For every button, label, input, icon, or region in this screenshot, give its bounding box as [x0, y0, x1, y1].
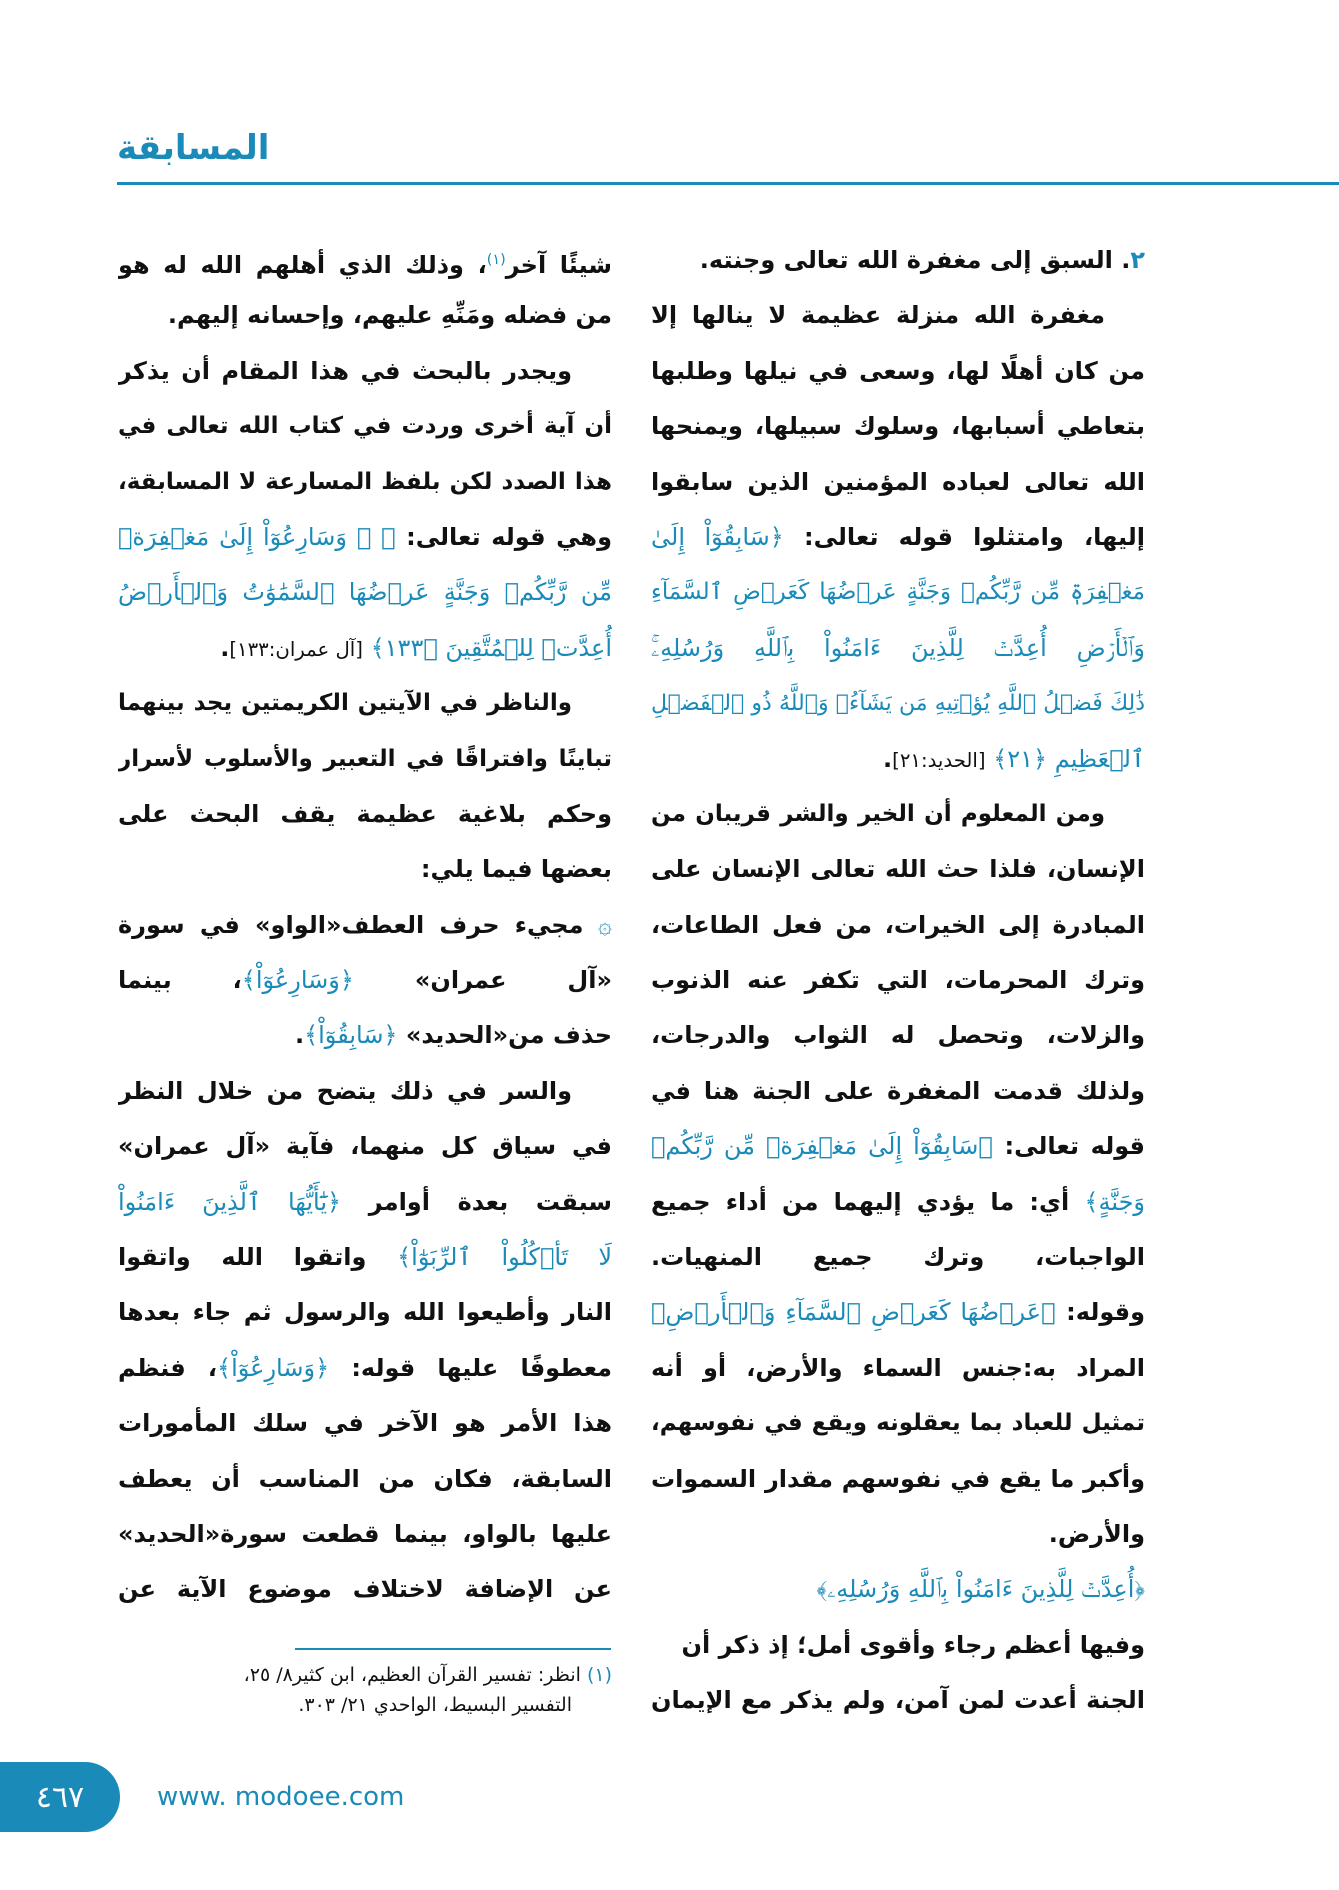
quran-verse: أُعِدَّتۡ لِلۡمُتَّقِينَ ﴿١٣٣﴾: [362, 633, 612, 662]
page-number: ٤٦٧: [35, 1779, 85, 1815]
text-line: [651, 565, 1145, 620]
text-line: [651, 1396, 1145, 1451]
section-number: ٢: [1130, 246, 1145, 274]
text-segment: ومن المعلوم أن الخير والشر قريبان من: [651, 800, 1105, 827]
text-segment: عن الإضافة لاختلاف موضوع الآية عن: [118, 1575, 612, 1604]
text-segment: من فضله ومَنِّهِ عليهم، وإحسانه إليهم.: [167, 301, 612, 330]
text-line: [118, 455, 612, 510]
text-line: [651, 455, 1145, 510]
text-line: [118, 1452, 612, 1507]
text-segment: أي: ما يؤدي إليهما من أداء جميع: [651, 1187, 1085, 1216]
quran-verse: لَا تَأۡكُلُواْ ٱلرِّبَوٰٓاْ﴾: [397, 1243, 612, 1272]
text-line: [651, 1064, 1145, 1119]
text-line: [118, 1396, 612, 1451]
text-segment: عليها بالواو، بينما قطعت سورة«الحديد»: [118, 1519, 612, 1548]
text-segment: وفيها أعظم رجاء وأقوى أمل؛ إذ ذكر أن: [681, 1630, 1145, 1659]
text-line: [651, 510, 1145, 565]
text-line: [651, 787, 1145, 842]
text-segment: .: [883, 744, 893, 773]
text-line: [651, 1618, 1145, 1673]
footnote-number: (١): [586, 1664, 612, 1686]
text-line: [651, 344, 1145, 399]
text-segment: وقوله:: [1055, 1298, 1145, 1327]
text-line: [118, 787, 612, 842]
text-line: [651, 399, 1145, 454]
text-segment: والزلات، وتحصل له الثواب والدرجات،: [651, 1021, 1145, 1050]
text-line: [651, 1673, 1145, 1728]
text-line: [118, 1285, 612, 1340]
text-segment: مجيء حرف العطف«الواو» في سورة: [118, 910, 584, 939]
text-line: [118, 1119, 612, 1174]
text-line: [651, 1562, 1145, 1617]
text-line: [118, 1008, 612, 1063]
quran-verse: ذَٰلِكَ فَضۡلُ ٱللَّهِ يُؤۡتِيهِ مَن يَشَآءُۚ وَٱللَّهُ ذُو ٱلۡفَضۡلِ: [651, 691, 1145, 717]
text-line: [118, 1507, 612, 1562]
text-segment: .: [294, 1021, 305, 1050]
text-line: [118, 510, 612, 565]
text-line: [118, 676, 612, 731]
text-line: [118, 732, 612, 787]
text-segment: في سياق كل منهما، فآية «آل عمران»: [118, 1132, 612, 1161]
text-segment: . السبق إلى مغفرة الله تعالى وجنته.: [699, 246, 1131, 274]
footnote-line-1: [118, 1660, 612, 1690]
text-segment: سبقت بعدة أوامر: [341, 1187, 612, 1216]
verse-reference: [الحديد:٢١]: [892, 748, 986, 772]
quran-verse: ۞: [583, 910, 612, 939]
text-line: [651, 953, 1145, 1008]
text-segment: معطوفًا عليها قوله:: [329, 1353, 612, 1382]
quran-verse: ٱلۡعَظِيمِ ﴿٢١﴾: [985, 744, 1145, 773]
text-segment: السابقة، فكان من المناسب أن يعطف: [118, 1464, 612, 1493]
text-line: [651, 898, 1145, 953]
text-segment: والأرض.: [1048, 1519, 1145, 1548]
text-line: [651, 1175, 1145, 1230]
quran-verse: ﴿وَسَارِعُوٓاْ﴾: [217, 1353, 330, 1382]
footnote-divider: [295, 1648, 611, 1650]
text-line: [651, 1452, 1145, 1507]
text-line: [118, 953, 612, 1008]
text-line: [118, 1341, 612, 1396]
verse-reference: [آل عمران:١٣٣]: [229, 637, 363, 661]
text-line: [651, 1119, 1145, 1174]
text-segment: بعضها فيما يلي:: [420, 855, 612, 884]
text-segment: والناظر في الآيتين الكريمتين يجد بينهما: [118, 690, 572, 717]
text-segment: هذا الصدد لكن بلفظ المسارعة لا المسابقة،: [118, 468, 612, 495]
text-line: [118, 1562, 612, 1617]
quran-verse: وَٱلۡأَرۡضِ أُعِدَّتۡ لِلَّذِينَ ءَامَنُواْ بِٱللَّهِ وَرُسُلِهِۦۚ: [651, 633, 1145, 662]
quran-verse: ﴿أُعِدَّتۡ لِلَّذِينَ ءَامَنُواْ بِٱللَّهِ وَرُسُلِهِۦ﴾: [816, 1575, 1145, 1604]
text-line: [118, 842, 612, 897]
text-line: [651, 233, 1145, 288]
text-segment: تمثيل للعباد بما يعقلونه ويقع في نفوسهم،: [651, 1410, 1145, 1437]
text-line: [118, 288, 612, 343]
text-line: [651, 732, 1145, 787]
footnote-text: انظر: تفسير القرآن العظيم، ابن كثير٨/ ٢٥،: [243, 1664, 581, 1686]
text-segment: وحكم بلاغية عظيمة يقف البحث على: [118, 799, 612, 828]
text-line: [651, 842, 1145, 897]
quran-verse: ﴿عَرۡضُهَا كَعَرۡضِ ٱلسَّمَآءِ وَٱلۡأَرۡضِ﴾: [651, 1298, 1056, 1327]
text-segment: «آل عمران»: [353, 966, 612, 995]
text-line: [118, 1230, 612, 1285]
text-segment: مغفرة الله منزلة عظيمة لا ينالها إلا: [651, 301, 1105, 330]
text-segment: من كان أهلًا لها، وسعى في نيلها وطلبها: [651, 356, 1145, 385]
text-segment: الواجبات، وترك جميع المنهيات.: [651, 1243, 1145, 1272]
text-segment: وأكبر ما يقع في نفوسهم مقدار السموات: [651, 1464, 1145, 1493]
text-line: [118, 399, 612, 454]
text-segment: المبادرة إلى الخيرات، من فعل الطاعات،: [651, 910, 1145, 939]
text-segment: والسر في ذلك يتضح من خلال النظر: [118, 1076, 572, 1105]
text-line: [651, 288, 1145, 343]
text-segment: واتقوا الله واتقوا: [118, 1243, 398, 1272]
text-segment: ، فنظم: [118, 1353, 218, 1382]
quran-verse: مَغۡفِرَةٖ مِّن رَّبِّكُمۡ وَجَنَّةٍ عَرۡضُهَا كَعَرۡضِ ٱلسَّمَآءِ: [651, 579, 1145, 606]
text-line: [651, 621, 1145, 676]
quran-verse: وَجَنَّةٍ﴾: [1084, 1187, 1145, 1216]
text-segment: وهي قوله تعالى:: [395, 522, 612, 551]
website-link[interactable]: www. modoee.com: [157, 1782, 405, 1812]
quran-verse: ﴿وَسَارِعُوٓاْ﴾: [241, 966, 354, 995]
text-line: [118, 621, 612, 676]
header-divider: [117, 182, 1339, 185]
text-segment: ، وذلك الذي أهلهم الله له هو: [118, 251, 487, 279]
quran-verse: ﴿يَٰٓأَيُّهَا ٱلَّذِينَ ءَامَنُواْ: [118, 1187, 342, 1216]
left-text-column: [118, 233, 612, 1618]
text-line: [651, 1230, 1145, 1285]
text-segment: الله تعالى لعباده المؤمنين الذين سابقوا: [651, 467, 1145, 496]
text-line: [118, 1064, 612, 1119]
text-line: [118, 898, 612, 953]
text-segment: وترك المحرمات، التي تكفر عنه الذنوب: [651, 966, 1145, 995]
quran-verse: ﴿سَابِقُوٓاْ إِلَىٰ: [651, 522, 784, 551]
quran-verse: مِّن رَّبِّكُمۡ وَجَنَّةٍ عَرۡضُهَا ٱلسَّمَٰوَٰتُ وَٱلۡأَرۡضُ: [118, 578, 612, 607]
right-text-column: [651, 233, 1145, 1729]
quran-verse: ﴿سَابِقُوٓاْ إِلَىٰ مَغۡفِرَةٖ مِّن رَّبِّكُمۡ: [651, 1132, 993, 1161]
quran-verse: ﴿ ۞ وَسَارِعُوٓاْ إِلَىٰ مَغۡفِرَةٖ: [118, 522, 396, 551]
quran-verse: ﴿سَابِقُوٓاْ﴾: [304, 1021, 398, 1050]
text-segment: ويجدر بالبحث في هذا المقام أن يذكر: [118, 356, 572, 385]
text-segment: الإنسان، فلذا حث الله تعالى الإنسان على: [651, 855, 1145, 884]
text-segment: النار وأطيعوا الله والرسول ثم جاء بعدها: [118, 1298, 612, 1327]
footnote-line-2: التفسير البسيط، الواحدي ٢١/ ٣٠٣.: [298, 1694, 572, 1716]
text-segment: شيئًا آخر: [505, 251, 612, 279]
footnote-marker[interactable]: (١): [486, 252, 506, 268]
text-line: [118, 233, 612, 288]
chapter-title: المسابقة: [117, 128, 270, 168]
text-line: [651, 676, 1145, 731]
text-segment: ولذلك قدمت المغفرة على الجنة هنا في: [651, 1076, 1145, 1105]
text-segment: قوله تعالى:: [992, 1132, 1145, 1161]
text-segment: حذف من«الحديد»: [397, 1021, 612, 1050]
text-line: [118, 565, 612, 620]
footnote: [118, 1660, 612, 1720]
text-segment: إليها، وامتثلوا قوله تعالى:: [783, 522, 1145, 551]
text-segment: أن آية أخرى وردت في كتاب الله تعالى في: [118, 413, 612, 440]
text-segment: هذا الأمر هو الآخر في سلك المأمورات: [118, 1409, 612, 1438]
text-segment: تباينًا وافتراقًا في التعبير والأسلوب لأسرار: [118, 745, 612, 772]
text-segment: بتعاطي أسبابها، وسلوك سبيلها، ويمنحها: [651, 412, 1145, 441]
text-segment: .: [220, 633, 230, 662]
text-line: [651, 1341, 1145, 1396]
text-segment: المراد به:جنس السماء والأرض، أو أنه: [651, 1353, 1145, 1382]
text-line: [118, 1175, 612, 1230]
text-segment: الجنة أعدت لمن آمن، ولم يذكر مع الإيمان: [651, 1686, 1145, 1715]
text-line: [118, 344, 612, 399]
text-line: [651, 1008, 1145, 1063]
text-line: [651, 1507, 1145, 1562]
text-line: [651, 1285, 1145, 1340]
text-segment: ، بينما: [118, 966, 242, 995]
page-number-badge: [0, 1762, 120, 1832]
